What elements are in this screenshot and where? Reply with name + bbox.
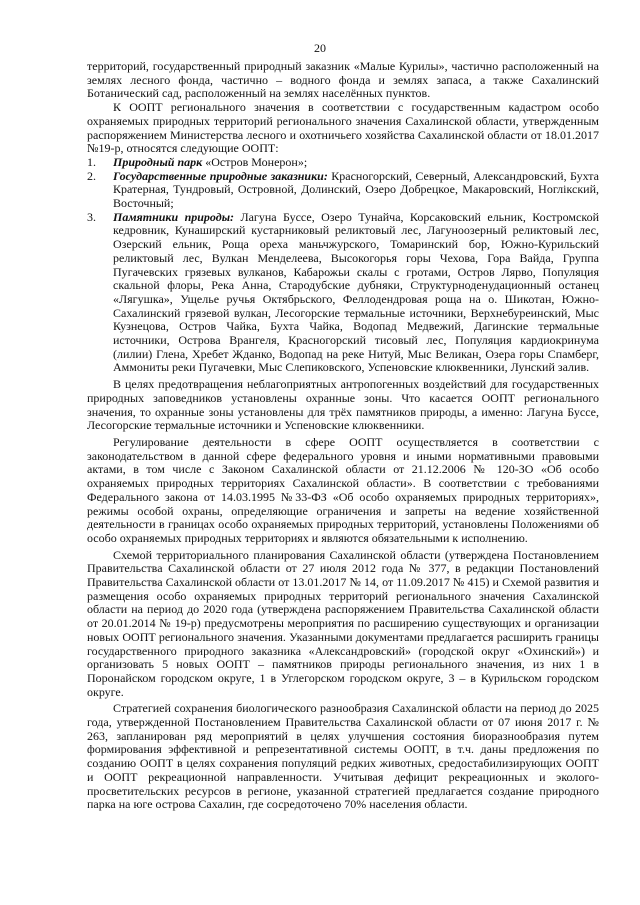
paragraph-continuation: территорий, государственный природный заказник «Малые Курилы», частично расположенный на землях лесного фонда, частично – водного фонда и землях запаса, а также Сахалинский Ботанический сад, расположенный на землях населённых пунктов.: [87, 59, 599, 101]
list-item-title: Природный парк: [113, 154, 203, 169]
paragraph-territorial-planning: Схемой территориального планирования Сахалинской области (утверждена Постановлением Правительства Сахалинской области от 27 июля 2012 года № 377, в редакции Постановлений Правительства Сахалинской области от 13.01.2017 № 14, от 11.09.2017 № 415) и Схемой развития и размещения особо охраняемых природных территорий регионального значения Сахалинской области на период до 2020 года (утверждена распоряжением Правительства Сахалинской области от 20.01.2014 № 19-р) предусмотрены мероприятия по расширению существующих и организации новых ООПТ регионального значения. Указанными документами предлагается расширить границы государственного природного заказника «Александровский» (городской округ «Охинский») и организовать 5 новых ООПТ – памятников природы регионального значения, из них 1 в Поронайском городском округе, 1 в Углегорском городском округе, 3 – в Курильском городском округе.: [87, 547, 599, 699]
page-number: 20: [314, 41, 326, 55]
list-item-text: Красногорский, Северный, Александровский, Бухта Кратерная, Тундровый, Островной, Долинский, Озеро Добрецкое, Макаровский, Ноглікский, Восточный;: [113, 168, 600, 211]
list-item-number: 1.: [87, 154, 96, 169]
list-item-title: Государственные природные заказники:: [113, 168, 328, 183]
list-item-title: Памятники природы:: [113, 209, 235, 224]
oopt-list: [87, 156, 599, 375]
document-body: [87, 60, 599, 812]
paragraph-regulation: Регулирование деятельности в сфере ООПТ осуществляется в соответствии с законодательством в данной сфере федерального уровня и иными нормативными правовыми актами, в том числе с Законом Сахалинской области от 21.12.2006 № 120-ЗО «Об особо охраняемых природных территориях Сахалинской области». В соответствии с требованиями Федерального закона от 14.03.1995 №33-ФЗ «Об особо охраняемых природных территориях», режимы особой охраны, определяющие ограничения и запреты на ведение хозяйственной деятельности в границах особо охраняемых природных территорий, установлены Положениями об особо охраняемых природных территориях и являются обязательными к исполнению.: [87, 434, 599, 545]
list-item-number: 3.: [87, 209, 96, 224]
list-item-number: 2.: [87, 168, 96, 183]
list-item: [87, 156, 599, 170]
list-item: [87, 170, 599, 211]
paragraph-oopt-regional: К ООПТ регионального значения в соответствии с государственным кадастром особо охраняемых природных территорий регионального значения Сахалинской области, утвержденным распоряжением Министерства лесного и охотничьего хозяйства Сахалинской области от 18.01.2017 №19-р, относятся следующие ООПТ:: [87, 100, 599, 156]
paragraph-biodiversity-strategy: Стратегией сохранения биологического разнообразия Сахалинской области на период до 2025 года, утвержденной Постановлением Правительства Сахалинской области от 07 июня 2017 г. № 263, запланирован ряд мероприятий в целях улучшения состояния биоразнообразия путем формирования эффективной и репрезентативной системы ООПТ, в т.ч. даны предложения по созданию ООПТ в целях сохранения популяций редких животных, средостабилизирующих ООПТ и ООПТ рекреационной направленности. Учитывая дефицит рекреационных и эколого-просветительских ресурсов в регионе, указанной стратегией предлагается создание природного парка на юге острова Сахалин, где сосредоточено 70% населения области.: [87, 701, 599, 812]
list-item-text: «Остров Монерон»;: [202, 154, 308, 169]
list-item-text: Лагуна Буссе, Озеро Тунайча, Корсаковский ельник, Костромской кедровник, Кунаширский кустарниковый реликтовый лес, Лагуноозерный реликтовый лес, Озерский ельник, Роща ореха маньчжурского, Томаринский бор, Южно-Курильский реликтовый лес, Вулкан Менделеева, Высокогорья горы Чехова, Гора Вайда, Группа Пугачевских грязевых вулканов, Кабарожьи скалы с гротами, Остров Лярво, Популяция скальной флоры, Река Анна, Стародубские дубняки, Структурноденудационный останец «Лягушка», Ущелье ручья Октябрьского, Феллодендровая роща на о. Шикотан, Южно-Сахалинский грязевой вулкан, Лесогорские термальные источники, Верхнебуреинский, Мыс Кузнецова, Остров Чайка, Бухта Чайка, Водопад Медвежий, Дагинские термальные источники, Острова Врангеля, Красногорский тисовый лес, Популяция кардиокринума (лилии) Глена, Хребет Жданко, Водопад на реке Нитуй, Мыс Великан, Озера горы Спамберг, Аммониты реки Пугачевки, Мыс Слепиковского, Успеновские клюквенники, Лунский залив.: [113, 209, 599, 375]
paragraph-protection-zones: В целях предотвращения неблагоприятных антропогенных воздействий для государственных природных заповедников установлены охранные зоны. Что касается ООПТ регионального значения, то охранные зоны установлены для трёх памятников природы, а именно: Лагуна Буссе, Лесогорские термальные источники и Успеновские клюквенники.: [87, 377, 599, 433]
list-item: [87, 211, 599, 375]
